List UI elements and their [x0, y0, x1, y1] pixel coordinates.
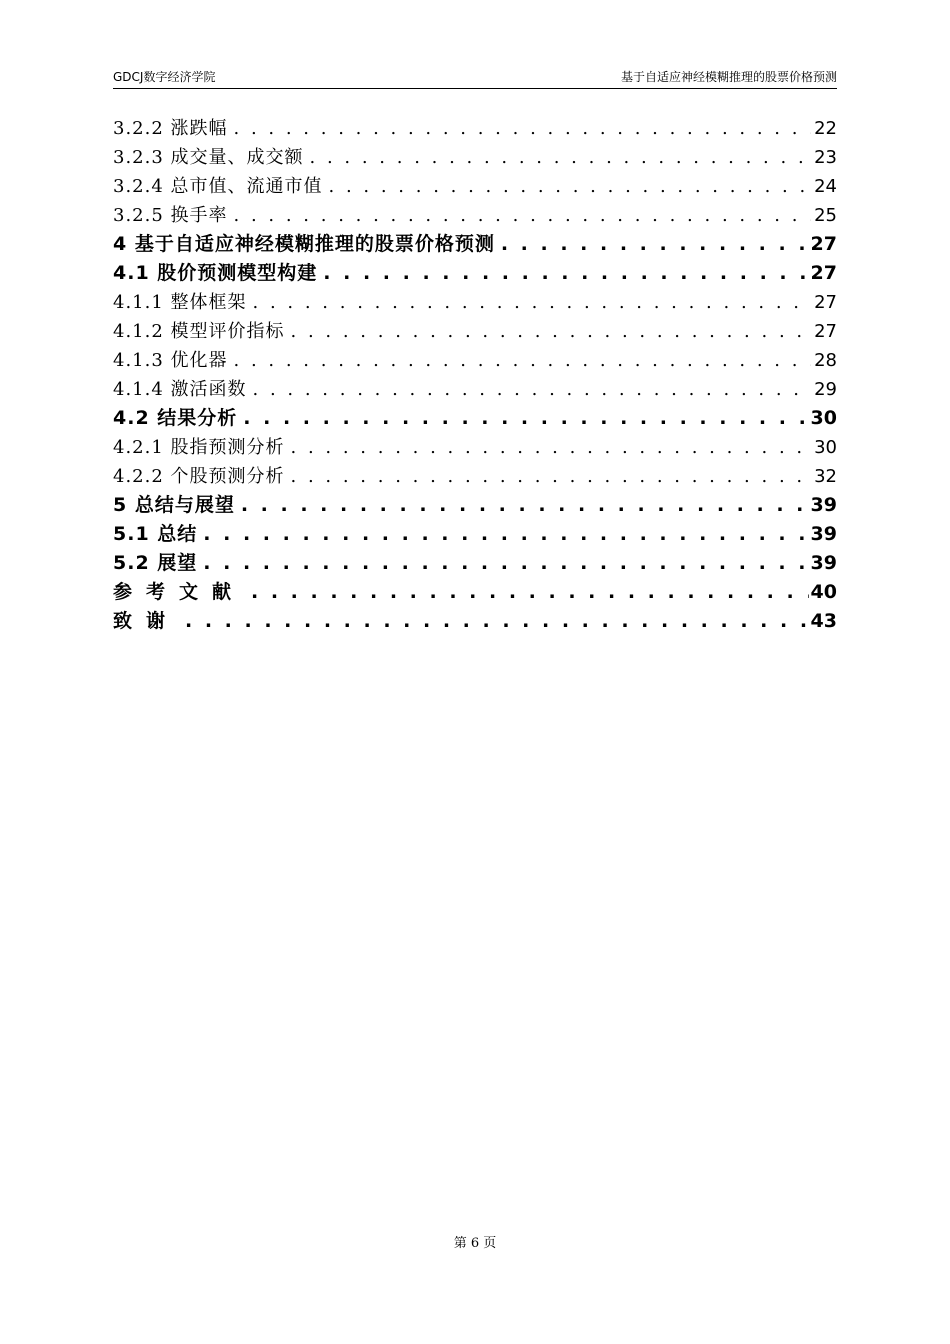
toc-entry-title: 4.2.1 股指预测分析 — [113, 437, 285, 458]
toc-entry-page: 27 — [814, 321, 837, 342]
toc-entry-page: 40 — [810, 581, 837, 603]
toc-entry-page: 30 — [810, 407, 837, 429]
toc-entry[interactable] — [113, 404, 837, 433]
toc-entry[interactable] — [113, 375, 837, 404]
toc-entry[interactable] — [113, 607, 837, 636]
toc-dot-leader — [241, 491, 809, 520]
toc-entry[interactable] — [113, 172, 837, 201]
table-of-contents — [113, 114, 837, 636]
toc-dot-leader — [329, 172, 811, 201]
toc-entry-page: 29 — [814, 379, 837, 400]
page-header — [113, 66, 837, 89]
toc-entry[interactable] — [113, 549, 837, 578]
toc-entry-title: 4.1 股价预测模型构建 — [113, 262, 318, 284]
toc-entry-page: 43 — [810, 610, 837, 632]
toc-entry-page: 30 — [814, 437, 837, 458]
toc-dot-leader — [291, 462, 811, 491]
toc-entry[interactable] — [113, 520, 837, 549]
toc-entry-title: 4.2.2 个股预测分析 — [113, 466, 285, 487]
header-institution: GDCJ数字经济学院 — [113, 70, 216, 84]
toc-dot-leader — [323, 259, 808, 288]
toc-dot-leader — [291, 433, 811, 462]
toc-dot-leader — [291, 317, 811, 346]
toc-entry-page: 39 — [810, 494, 837, 516]
toc-entry-title: 5.1 总结 — [113, 523, 198, 545]
toc-entry[interactable] — [113, 317, 837, 346]
toc-entry-title: 4.2 结果分析 — [113, 407, 238, 429]
toc-entry-title: 4.1.2 模型评价指标 — [113, 321, 285, 342]
toc-entry-title: 致谢 — [113, 610, 180, 632]
toc-dot-leader — [234, 114, 811, 143]
toc-entry-page: 39 — [810, 552, 837, 574]
page-number: 第 6 页 — [453, 1236, 497, 1251]
toc-entry-page: 27 — [810, 262, 837, 284]
toc-entry[interactable] — [113, 201, 837, 230]
toc-entry[interactable] — [113, 433, 837, 462]
toc-entry[interactable] — [113, 143, 837, 172]
toc-entry-title: 4 基于自适应神经模糊推理的股票价格预测 — [113, 233, 495, 255]
toc-entry-page: 27 — [814, 292, 837, 313]
toc-entry-title: 5 总结与展望 — [113, 494, 235, 516]
toc-entry[interactable] — [113, 259, 837, 288]
toc-entry-title: 4.1.3 优化器 — [113, 350, 228, 371]
toc-entry[interactable] — [113, 346, 837, 375]
toc-dot-leader — [310, 143, 811, 172]
toc-entry[interactable] — [113, 578, 837, 607]
toc-entry[interactable] — [113, 288, 837, 317]
toc-dot-leader — [203, 549, 808, 578]
toc-entry-page: 32 — [814, 466, 837, 487]
toc-entry-page: 23 — [814, 147, 837, 168]
toc-entry[interactable] — [113, 114, 837, 143]
header-thesis-title: 基于自适应神经模糊推理的股票价格预测 — [620, 70, 837, 84]
toc-entry-title: 5.2 展望 — [113, 552, 198, 574]
toc-entry-page: 39 — [810, 523, 837, 545]
toc-entry[interactable] — [113, 462, 837, 491]
toc-entry[interactable] — [113, 230, 837, 259]
toc-entry[interactable] — [113, 491, 837, 520]
toc-dot-leader — [234, 346, 811, 375]
toc-entry-page: 22 — [814, 118, 837, 139]
toc-entry-title: 参考文献 — [113, 581, 246, 603]
toc-entry-page: 25 — [814, 205, 837, 226]
toc-dot-leader — [185, 607, 809, 636]
toc-entry-title: 4.1.4 激活函数 — [113, 379, 247, 400]
toc-dot-leader — [253, 288, 811, 317]
toc-dot-leader — [501, 230, 809, 259]
toc-dot-leader — [234, 201, 811, 230]
toc-entry-page: 24 — [814, 176, 837, 197]
toc-dot-leader — [203, 520, 808, 549]
toc-entry-title: 3.2.2 涨跌幅 — [113, 118, 228, 139]
toc-entry-title: 3.2.3 成交量、成交额 — [113, 147, 304, 168]
toc-entry-page: 27 — [810, 233, 837, 255]
toc-dot-leader — [253, 375, 811, 404]
toc-entry-title: 4.1.1 整体框架 — [113, 292, 247, 313]
toc-entry-title: 3.2.4 总市值、流通市值 — [113, 176, 323, 197]
toc-dot-leader — [251, 578, 809, 607]
toc-dot-leader — [243, 404, 808, 433]
toc-entry-title: 3.2.5 换手率 — [113, 205, 228, 226]
toc-entry-page: 28 — [814, 350, 837, 371]
